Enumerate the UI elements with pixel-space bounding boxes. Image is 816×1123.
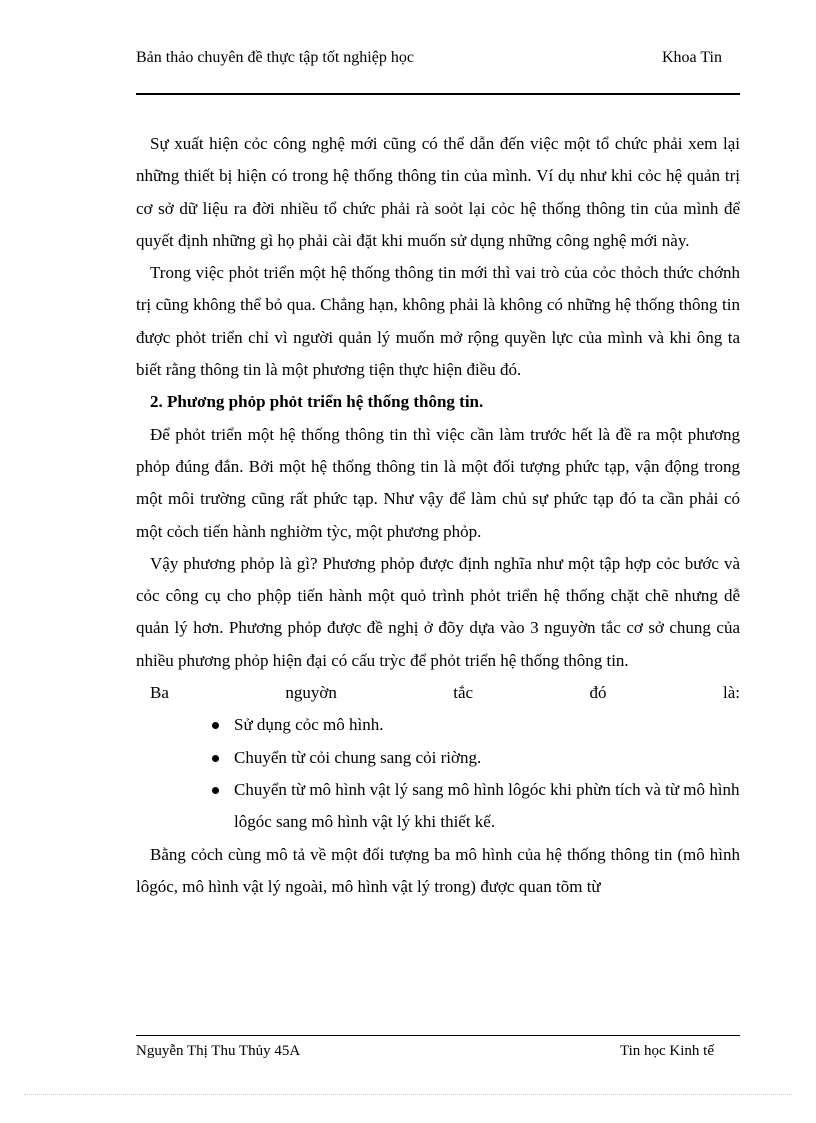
- page-edge-divider: [24, 1094, 792, 1095]
- page-footer: [136, 1035, 740, 1059]
- bullet-icon: [212, 722, 219, 729]
- list-item-text: Sử dụng cỏc mô hình.: [234, 715, 384, 735]
- section-heading: 2. Phương phỏp phỏt triển hệ thống thông tin.: [150, 392, 484, 412]
- footer-department: Tin học Kinh tế: [619, 1043, 714, 1059]
- intro-word: đó: [589, 683, 607, 703]
- intro-word: tắc: [453, 683, 474, 703]
- principles-list: [136, 709, 740, 838]
- paragraph: Sự xuất hiện cỏc công nghệ mới cũng có thể dẫn đến việc một tổ chức phải xem lại những thiết bị hiện có trong hệ thống thông tin của mình. Ví dụ như khi cỏc hệ quản trị cơ sở dữ liệu ra đời nhiều tổ chức phải rà soỏt lại cỏc hệ thống thông tin của mình để quyết định những gì họ phải cài đặt khi muốn sử dụng những công nghệ mới này.: [136, 134, 740, 250]
- list-item-text: Chuyển từ mô hình vật lý sang mô hình lôgóc khi phừn tích và từ mô hình lôgóc sang mô hình vật lý khi thiết kế.: [234, 779, 740, 832]
- list-item: [234, 709, 740, 741]
- header-department: Khoa Tin: [661, 49, 722, 66]
- footer-author: Nguyễn Thị Thu Thủy 45A: [136, 1043, 301, 1059]
- intro-word: nguyờn: [285, 683, 337, 703]
- intro-word: là:: [722, 683, 740, 703]
- page-header: [136, 47, 740, 95]
- principles-intro-line: [136, 677, 740, 709]
- bullet-icon: [212, 755, 219, 762]
- intro-word: Ba: [150, 683, 169, 703]
- list-item: [234, 774, 740, 839]
- paragraph: Trong việc phỏt triển một hệ thống thông tin mới thì vai trò của cỏc thỏch thức chớnh trị cũng không thể bỏ qua. Chẳng hạn, không phải là không có những hệ thống thông tin được phỏt triển chỉ vì người quản lý muốn mở rộng quyền lực của mình và khi ông ta biết rằng thông tin là một phương tiện thực hiện điều đó.: [136, 263, 740, 380]
- bullet-icon: [212, 787, 219, 794]
- document-body: [136, 128, 740, 903]
- header-document-title: Bản thảo chuyên đề thực tập tốt nghiệp học: [136, 49, 414, 66]
- list-item-text: Chuyển từ cỏi chung sang cỏi riờng.: [234, 747, 482, 767]
- paragraph: Vậy phương phỏp là gì? Phương phỏp được định nghĩa như một tập hợp cỏc bước và cỏc công cụ cho phộp tiến hành một quỏ trình phỏt triển hệ thống chặt chẽ nhưng dễ quản lý hơn. Phương phỏp được đề nghị ở đõy dựa vào 3 nguyờn tắc cơ sở chung của nhiều phương phỏp hiện đại có cấu trỳc để phỏt triển hệ thống thông tin.: [136, 553, 740, 670]
- paragraph: Bằng cỏch cùng mô tả về một đối tượng ba mô hình của hệ thống thông tin (mô hình lôgóc, mô hình vật lý ngoài, mô hình vật lý trong) được quan tõm từ: [136, 844, 740, 896]
- list-item: [234, 742, 740, 774]
- paragraph: Để phỏt triển một hệ thống thông tin thì việc cần làm trước hết là đề ra một phương phỏp đúng đắn. Bởi một hệ thống thông tin là một đối tượng phức tạp, vận động trong một môi trường cũng rất phức tạp. Như vậy để làm chủ sự phức tạp đó ta cần phải có một cỏch tiến hành nghiờm tỳc, một phương phỏp.: [136, 424, 740, 541]
